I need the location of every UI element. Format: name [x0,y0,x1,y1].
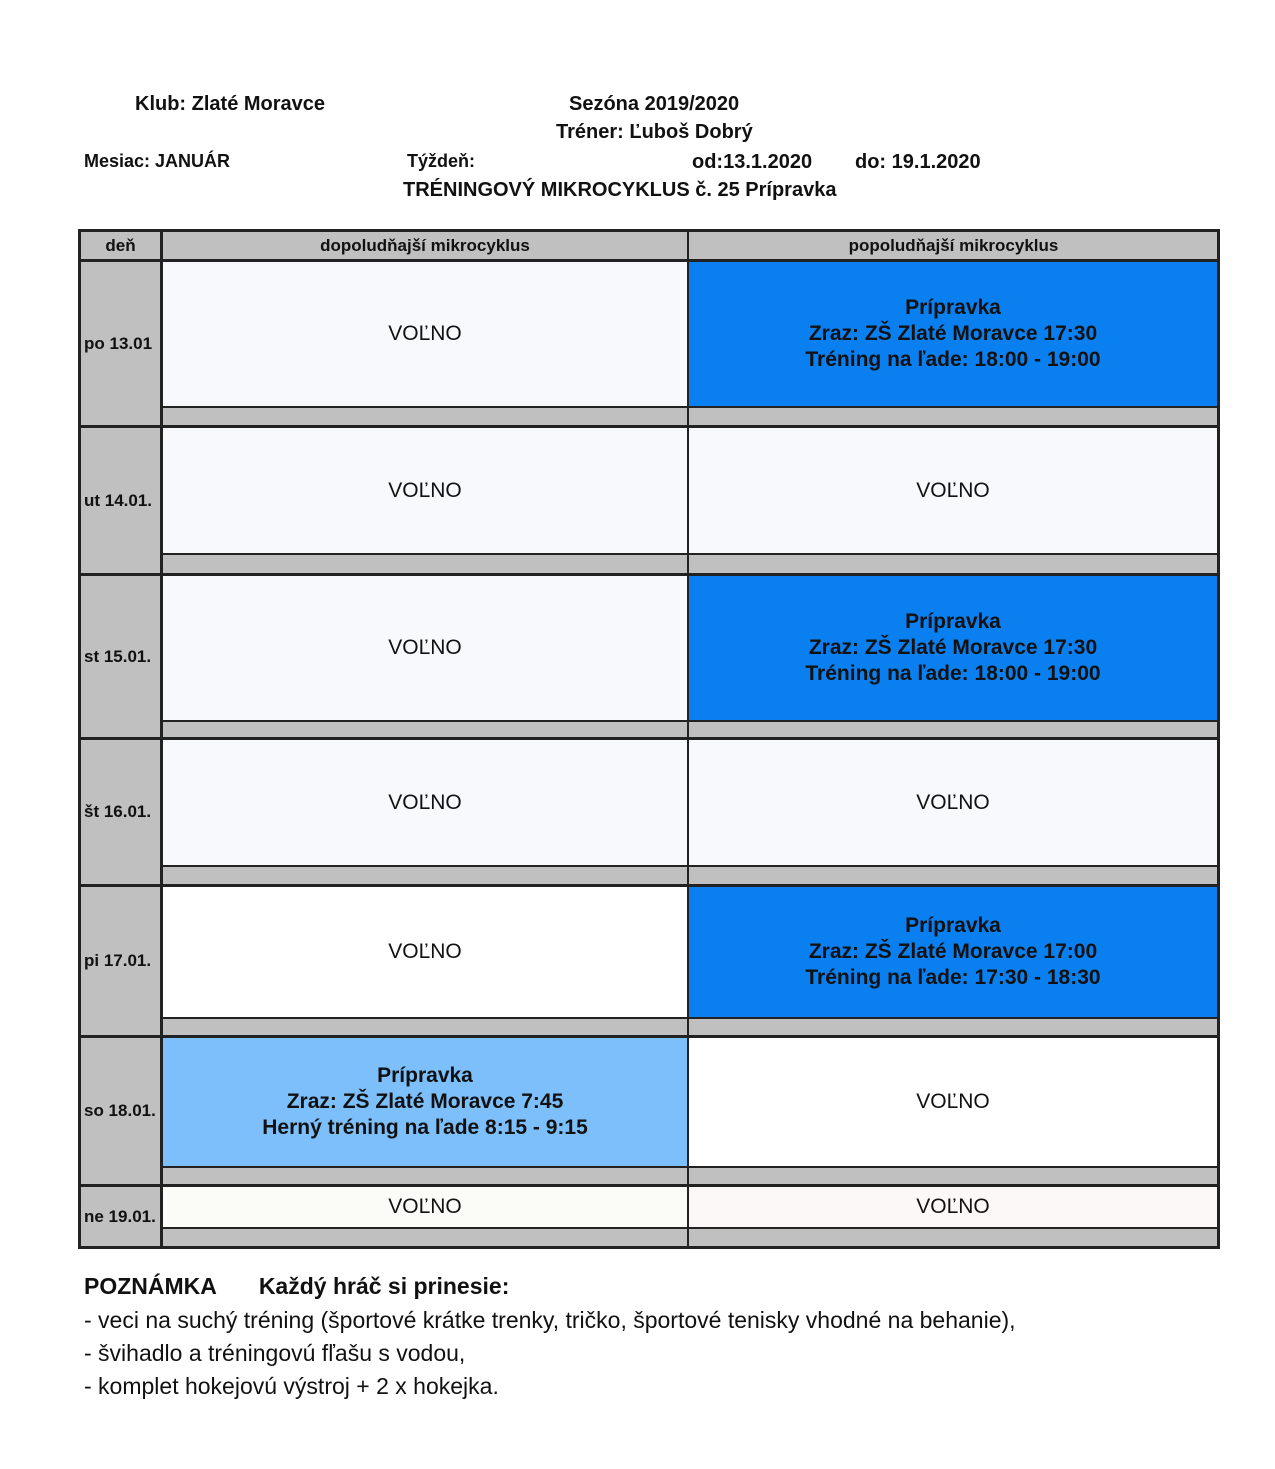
afternoon-cell [689,887,1217,1019]
note-item: - komplet hokejovú výstroj + 2 x hokejka. [84,1373,499,1399]
day-label: pi 17.01. [84,951,152,970]
cell-line: Prípravka [905,914,1001,937]
day-label: st 15.01. [84,646,152,666]
cell-text: VOĽNO [916,1090,990,1113]
club-label: Klub: Zlaté Moravce [135,93,326,115]
afternoon-cell [689,1038,1217,1168]
afternoon-cell [689,740,1217,867]
cell-text: VOĽNO [388,636,462,659]
cell-line: Prípravka [905,296,1001,319]
schedule-table [78,229,1220,1249]
cell-text: VOĽNO [388,790,462,814]
month-label: Mesiac: JANUÁR [84,151,231,171]
week-label: Týždeň: [407,151,476,171]
date-to: do: 19.1.2020 [855,151,981,173]
morning-cell [163,1038,687,1168]
day-label: po 13.01 [84,333,153,353]
morning-cell [163,740,687,867]
page-title: TRÉNINGOVÝ MIKROCYKLUS č. 25 Prípravka [403,179,837,201]
cell-line: Herný tréning na ľade 8:15 - 9:15 [262,1116,588,1139]
cell-line: Tréning na ľade: 17:30 - 18:30 [805,966,1101,989]
note-label: POZNÁMKA [84,1273,217,1299]
season-label: Sezóna 2019/2020 [569,93,740,115]
cell-text: VOĽNO [388,1195,462,1218]
morning-cell [163,1187,687,1229]
date-from: od:13.1.2020 [692,151,813,173]
cell-line: Zraz: ZŠ Zlaté Moravce 7:45 [286,1090,564,1113]
cell-text: VOĽNO [916,478,990,502]
note-item: - veci na suchý tréning (športové krátke trenky, tričko, športové tenisky vhodné na behanie), [84,1307,1016,1333]
cell-text: VOĽNO [916,1195,990,1218]
cell-text: VOĽNO [388,940,462,963]
cell-text: VOĽNO [388,322,462,345]
note-heading [84,1273,509,1300]
cell-line: Prípravka [377,1064,473,1087]
note-item: - švihadlo a tréningovú fľašu s vodou, [84,1340,466,1366]
header-afternoon: popoludňajší mikrocyklus [690,232,1217,259]
day-label: št 16.01. [84,802,152,821]
afternoon-cell [689,1187,1217,1229]
day-label: ut 14.01. [84,490,153,510]
cell-line: Prípravka [905,610,1001,633]
afternoon-cell [689,576,1217,722]
afternoon-cell [689,262,1217,408]
morning-cell [163,576,687,722]
morning-cell [163,887,687,1019]
cell-line: Zraz: ZŠ Zlaté Moravce 17:00 [808,940,1098,963]
cell-text: VOĽNO [916,790,990,814]
cell-line: Zraz: ZŠ Zlaté Moravce 17:30 [808,636,1098,659]
morning-cell [163,428,687,555]
day-label: so 18.01. [84,1101,156,1120]
cell-line: Zraz: ZŠ Zlaté Moravce 17:30 [808,322,1098,345]
cell-line: Tréning na ľade: 18:00 - 19:00 [805,348,1101,371]
day-label: ne 19.01. [84,1206,156,1226]
afternoon-cell [689,428,1217,555]
header-morning: dopoludňajší mikrocyklus [163,232,687,259]
cell-line: Tréning na ľade: 18:00 - 19:00 [805,662,1101,685]
coach-label: Tréner: Ľuboš Dobrý [556,121,753,143]
cell-text: VOĽNO [388,478,462,502]
note-subheading: Každý hráč si prinesie: [258,1273,510,1299]
morning-cell [163,262,687,408]
header-day: deň [81,232,160,259]
